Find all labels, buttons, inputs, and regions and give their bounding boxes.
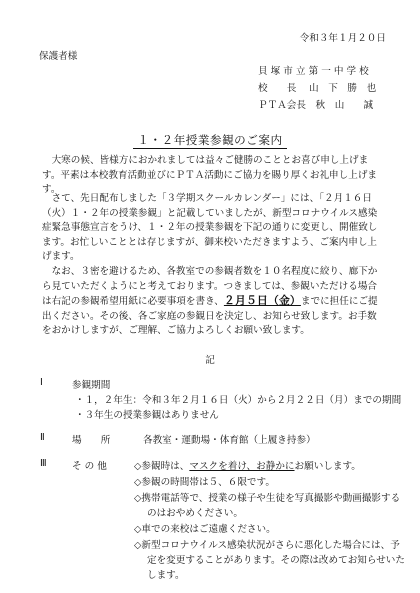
section-2-number: Ⅱ bbox=[40, 432, 45, 443]
recipient: 保護者様 bbox=[39, 51, 78, 62]
section-3-item-text: お願いします。 bbox=[294, 461, 361, 472]
section-3-number: Ⅲ bbox=[40, 458, 47, 469]
paragraph-request bbox=[42, 265, 384, 339]
section-3-item-continued: 定を変更することがあります。その際は改めてお知らせいた bbox=[147, 555, 405, 566]
paragraph-request-text-before: なお、３密を避けるため、各教室での参観者数を１０名程度に絞り、廊下から見ていただくようにと考えております。つきましては、参観いただける場合は右記の参観希望用紙に必要事項を書き、 bbox=[42, 266, 378, 308]
section-3-item: ◇参観の時間帯は５、６限です。 bbox=[134, 477, 275, 488]
section-3-item-continued: のはおやめください。 bbox=[147, 508, 243, 519]
document-title-text: １・２年授業参観のご案内 bbox=[133, 133, 286, 149]
paragraph-announcement bbox=[42, 192, 384, 265]
section-1-number: Ⅰ bbox=[40, 377, 43, 388]
sender-school: 貝 塚 市 立 第 一 中 学 校 bbox=[258, 66, 369, 77]
document-title bbox=[0, 132, 420, 148]
section-3-item: ◇新型コロナウイルス感染状況がさらに悪化した場合には、予 bbox=[134, 540, 400, 551]
section-2-value: 各教室・運動場・体育館（上履き持参） bbox=[143, 435, 316, 446]
document-date: 令和３年１月２０日 bbox=[299, 33, 386, 44]
section-3-item-text: ◇参観時は、 bbox=[134, 461, 190, 472]
sender-pta-president: ＰＴＡ会長 秋 山 誠 bbox=[258, 100, 374, 111]
section-3-label: そ の 他 bbox=[72, 461, 107, 472]
paragraph-announcement-text: さて、先日配布しました「３学期スクールカレンダー」には、「２月１６日（火）１・２年の授業参観」と記載していましたが、新型コロナウイルス感染症緊急事態宣言をうけ、１・２年の授業参観を下記の通りに変更し、開催致します。お忙しいこととは存じますが、御来校いただきますよう、ご案内申し上げます。 bbox=[42, 193, 378, 263]
sender-principal: 校 長 山 下 勝 也 bbox=[258, 83, 377, 94]
section-1-line: ・１，２年生：令和３年２月１６日（火）から２月２２日（月）までの期間 bbox=[75, 395, 402, 406]
section-1-line: ・３年生の授業参観はありません bbox=[75, 410, 219, 421]
section-3-item: ◇携帯電話等で、授業の様子や生徒を写真撮影や動画撮影する bbox=[134, 493, 401, 504]
notes-heading: 記 bbox=[205, 355, 215, 366]
section-3-item bbox=[134, 458, 361, 472]
submission-deadline: ２月５日（金） bbox=[223, 294, 301, 308]
paragraph-request-text-after: までに担任にご提出ください。その後、各ご家庭の参観日を決定し、お知らせ致します。お手数をおかけしますが、ご理解、ご協力よろしくお願い致します。 bbox=[42, 296, 378, 337]
section-2-label: 場 所 bbox=[72, 435, 111, 446]
section-3-item-continued: します。 bbox=[147, 570, 185, 581]
section-3-item: ◇車での来校はご遠慮ください。 bbox=[134, 524, 276, 535]
section-1-label: 参観期間 bbox=[72, 380, 111, 391]
section-3-item-emphasis: マスクを着け、お静かに bbox=[189, 461, 295, 472]
paragraph-greeting-text: 大寒の候、皆様方におかれましては益々ご健勝のこととお喜び申し上げます。平素は本校教育活動並びにＰＴＡ活動にご協力を賜り厚くお礼申し上げます。 bbox=[42, 155, 378, 196]
